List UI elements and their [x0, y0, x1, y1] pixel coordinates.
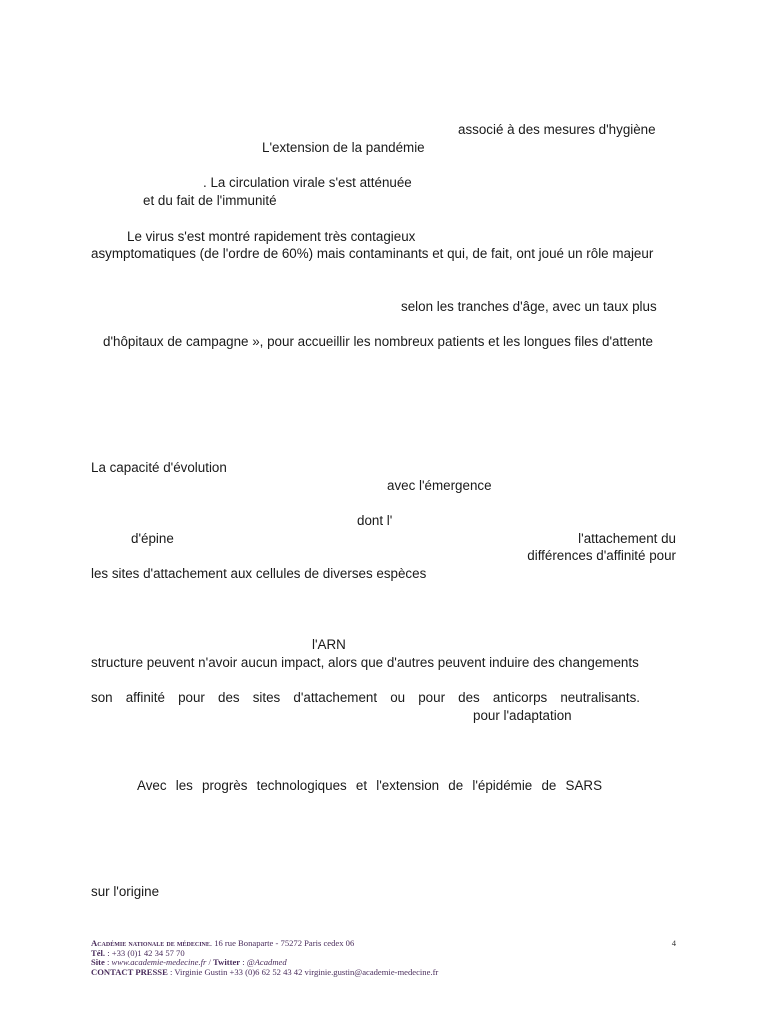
text-line: associé à des mesures d'hygiène: [458, 122, 656, 137]
site-label: Site: [91, 957, 105, 968]
text-line: avec l'émergence: [387, 478, 492, 493]
text-line: asymptomatiques (de l'ordre de 60%) mais contaminants et qui, de fait, ont joué un rôle majeur: [91, 246, 654, 261]
text-line: dont l': [357, 513, 393, 528]
text-line: Avec les progrès technologiques et l'extension de l'épidémie de SARS: [137, 778, 602, 793]
academy-address: . 16 rue Bonaparte - 75272 Paris cedex 06: [209, 938, 355, 948]
twitter-label: Twitter: [213, 957, 241, 968]
twitter-link[interactable]: @Acadmed: [246, 957, 287, 968]
text-line: . La circulation virale s'est atténuée: [203, 175, 412, 190]
press-value: : Virginie Gustin +33 (0)6 62 52 43 42 virginie.gustin@academie-medecine.fr: [167, 966, 439, 977]
text-line: l'ARN: [312, 637, 346, 652]
text-line: d'épine: [131, 531, 174, 546]
text-line: pour l'adaptation: [473, 708, 572, 723]
academy-name: Académie nationale de médecine: [91, 938, 210, 948]
footer-site-row: Site : www.academie-medecine.fr / Twitter : @Acadmed: [91, 957, 287, 968]
footer-press-row: [91, 968, 676, 978]
text-line: Le virus s'est montré rapidement très contagieux: [127, 229, 416, 244]
text-line: L'extension de la pandémie: [262, 140, 425, 155]
text-line: les sites d'attachement aux cellules de diverses espèces: [91, 566, 427, 581]
site-link[interactable]: www.academie-medecine.fr: [111, 957, 207, 968]
text-line: d'hôpitaux de campagne », pour accueillir les nombreux patients et les longues files d'attente: [103, 334, 654, 349]
text-line: La capacité d'évolution: [91, 460, 227, 475]
text-line: son affinité pour des sites d'attachement ou pour des anticorps neutralisants.: [91, 690, 640, 705]
page-number: 4: [671, 938, 676, 948]
text-line: l'attachement du: [578, 531, 676, 546]
text-line: sur l'origine: [91, 884, 160, 899]
tel-value: : +33 (0)1 42 34 57 70: [105, 947, 185, 958]
text-line: différences d'affinité pour: [527, 548, 676, 563]
page-footer: [91, 939, 676, 977]
tel-label: Tél.: [91, 947, 106, 958]
text-line: structure peuvent n'avoir aucun impact, alors que d'autres peuvent induire des changements: [91, 655, 639, 670]
text-line: et du fait de l'immunité: [143, 193, 277, 208]
press-label: CONTACT PRESSE: [91, 966, 168, 977]
text-line: selon les tranches d'âge, avec un taux plus: [401, 299, 657, 314]
